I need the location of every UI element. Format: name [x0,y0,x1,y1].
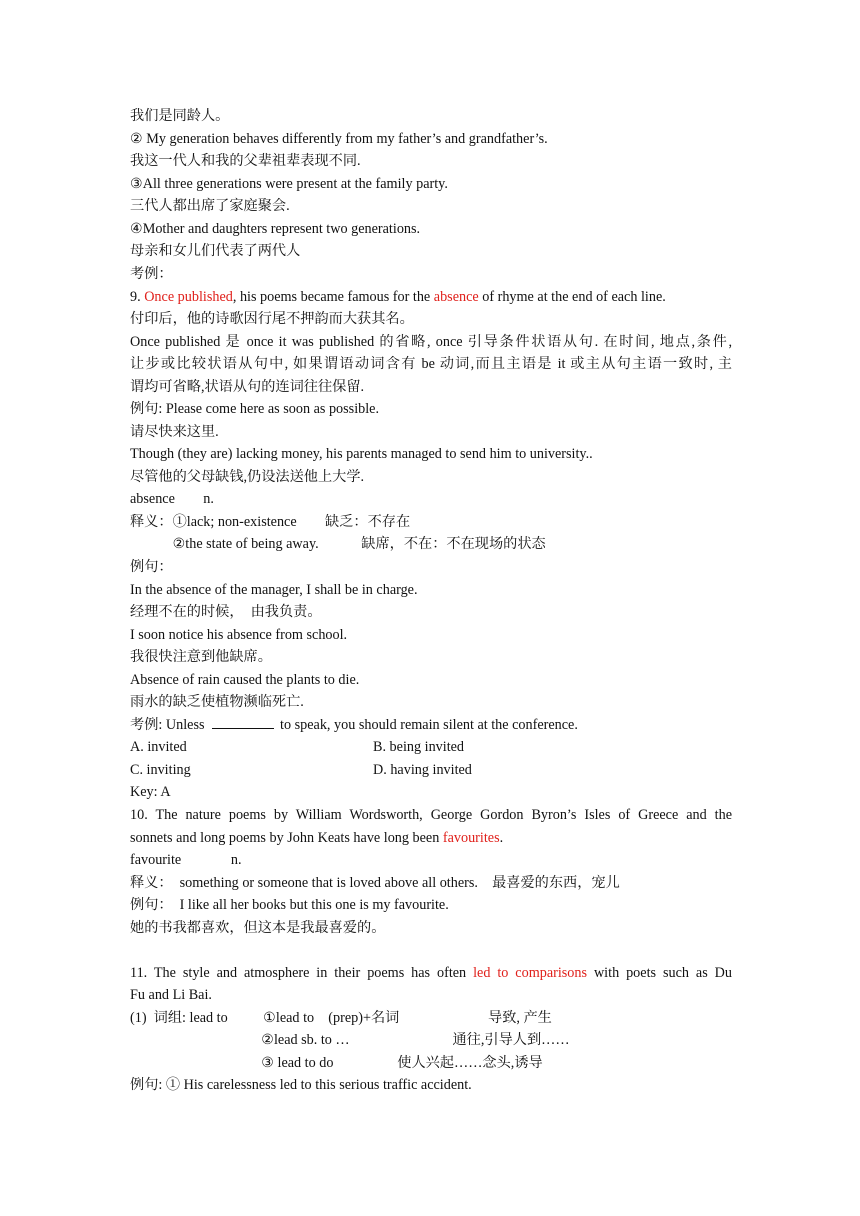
text-line: 释义： something or someone that is loved above all others. 最喜爱的东西，宠儿 [130,875,620,891]
phrase-line: ③ lead to do 使人兴起……念头,诱导 [130,1055,543,1071]
phrase-line: ②lead sb. to … 通往,引导人到…… [130,1032,570,1048]
text-line: 例句: ① His carelessness led to this serious traffic accident. [130,1077,472,1093]
text-line: 母亲和女儿们代表了两代人 [130,243,301,259]
text-line: 三代人都出席了家庭聚会. [130,198,290,214]
text-line: In the absence of the manager, I shall be in charge. [130,582,418,598]
text-line: 经理不在的时候， 由我负责。 [130,604,322,620]
option-b: B. being invited [373,739,465,755]
text-line: Fu and Li Bai. [130,987,212,1003]
highlight-once-published: Once published [144,289,233,305]
text-line: 例句： I like all her books but this one is my favourite. [130,897,449,913]
option-d: D. having invited [373,762,472,778]
text-line: sonnets and long poems by John Keats have long been favourites. [130,830,504,846]
text-line: Once published 是 once it was published 的省略, once 引导条件状语从句. 在时间, 地点,条件, [130,334,732,350]
text-line: 我们是同龄人。 [130,108,230,124]
phrase-line: (1) 词组: lead to ①lead to (prep)+名词 导致, 产生 [130,1010,552,1026]
text-line: 例句: Please come here as soon as possible. [130,401,380,417]
text-line: ② My generation behaves differently from my father’s and grandfather’s. [130,131,548,147]
text-line: 她的书我都喜欢，但这本是我最喜爱的。 [130,920,386,936]
text-line: ③All three generations were present at the family party. [130,176,448,192]
vocab-entry: absence n. [130,491,214,507]
answer-blank [212,716,274,729]
text-line: 谓均可省略,状语从句的连词往往保留. [130,379,365,395]
text-line: Though (they are) lacking money, his parents managed to send him to university.. [130,446,593,462]
text-line: 我这一代人和我的父辈祖辈表现不同. [130,153,361,169]
option-c: C. inviting [130,762,191,778]
highlight-absence: absence [433,289,479,305]
text-line: ④Mother and daughters represent two generations. [130,221,421,237]
item-9-sentence: 9. Once published, his poems became famous for the absence of rhyme at the end of each line. [130,289,666,305]
text-line: 释义：①lack; non-existence 缺乏：不存在 [130,514,411,530]
section-label: 例句： [130,559,173,575]
highlight-led-to-comparisons: led to comparisons [473,965,588,981]
section-label: 考例： [130,266,173,282]
item-10-sentence: 10. The nature poems by William Wordsworth, George Gordon Byron’s Isles of Greece and the [130,807,732,823]
text-line: ②the state of being away. 缺席，不在：不在现场的状态 [130,536,546,552]
text-line: 我很快注意到他缺席。 [130,649,272,665]
vocab-entry: favourite n. [130,852,242,868]
answer-key: Key: A [130,784,171,800]
text-line: 请尽快来这里. [130,424,219,440]
text-line: I soon notice his absence from school. [130,627,348,643]
text-line: Absence of rain caused the plants to die. [130,672,360,688]
highlight-favourites: favourites [442,830,500,846]
option-a: A. invited [130,739,187,755]
text-line: 尽管他的父母缺钱,仍设法送他上大学. [130,469,365,485]
text-line: 雨水的缺乏使植物濒临死亡. [130,694,304,710]
exam-question: 考例: Unless to speak, you should remain silent at the conference. [130,717,578,733]
text-line: 付印后，他的诗歌因行尾不押韵而大获其名。 [130,311,414,327]
item-11-sentence: 11. The style and atmosphere in their poems has often led to comparisons with poets such as Du [130,965,732,981]
text-line: 让步或比较状语从句中, 如果谓语动词含有 be 动词,而且主语是 it 或主从句主语一致时, 主 [130,356,732,372]
